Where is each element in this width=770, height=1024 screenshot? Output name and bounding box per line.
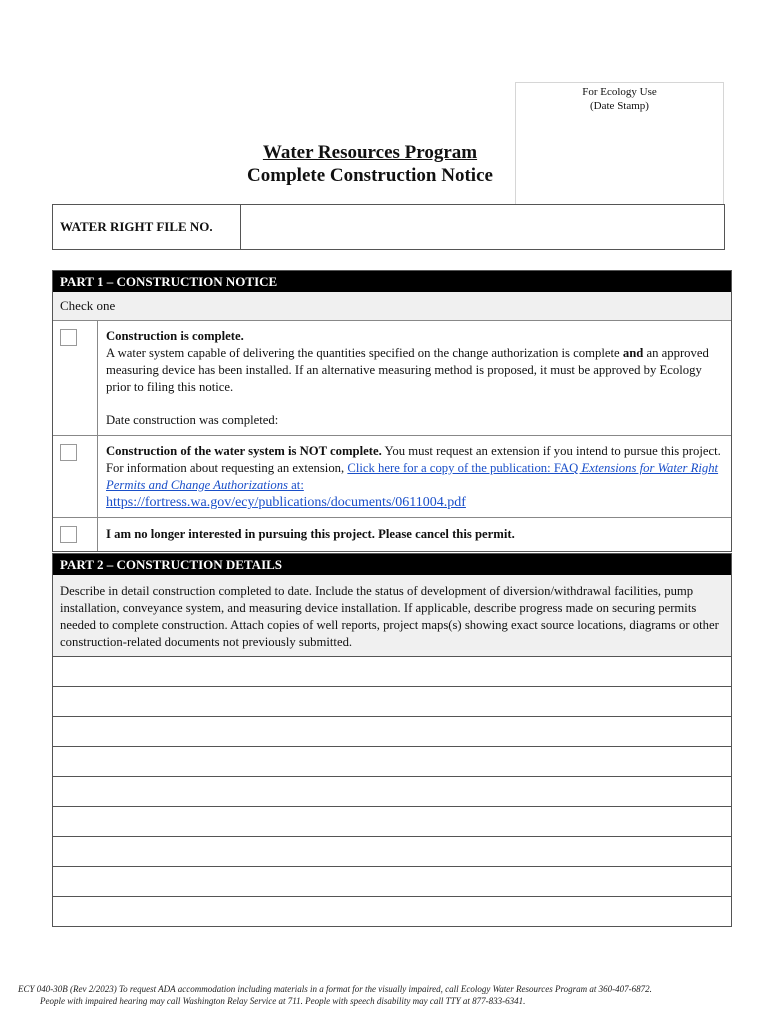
option-complete-title: Construction is complete.	[106, 329, 244, 343]
details-line[interactable]	[53, 717, 731, 747]
details-line[interactable]	[53, 777, 731, 807]
details-line[interactable]	[53, 747, 731, 777]
part1-heading: PART 1 – CONSTRUCTION NOTICE	[53, 271, 731, 292]
notice-title: Complete Construction Notice	[247, 165, 493, 186]
footer-line-1: ECY 040-30B (Rev 2/2023) To request ADA accommodation including materials in a format for the visually impaired, call Ecology Water Resources Program at 360-407-6872.	[18, 984, 652, 994]
water-right-file-label: WATER RIGHT FILE NO.	[53, 205, 241, 249]
option-cancel-title: I am no longer interested in pursuing this project. Please cancel this permit.	[106, 527, 515, 541]
stamp-sublabel: (Date Stamp)	[590, 100, 649, 112]
publication-url-link[interactable]: https://fortress.wa.gov/ecy/publications/documents/0611004.pdf	[106, 495, 466, 510]
faq-publication-link[interactable]: Click here for a copy of the publication: FAQ Extensions for Water Right Permits and Change Authorizations at:	[106, 461, 719, 492]
part2-section	[52, 553, 732, 927]
option-complete	[53, 321, 731, 436]
option-complete-body-cont: an approved measuring device has been installed. If an alternative measuring method is proposed, it must be approved by Ecology prior to filing this notice.	[106, 346, 709, 394]
water-right-file-row	[52, 204, 725, 250]
option-not-complete	[53, 436, 731, 518]
date-completed-label: Date construction was completed:	[106, 413, 279, 427]
ecology-date-stamp-box	[515, 82, 724, 204]
program-title: Water Resources Program	[262, 142, 478, 163]
cancel-checkbox[interactable]	[60, 526, 77, 543]
option-not-complete-title: Construction of the water system is NOT complete.	[106, 444, 382, 458]
option-complete-body: A water system capable of delivering the quantities specified on the change authorization is complete	[106, 346, 623, 360]
details-line[interactable]	[53, 807, 731, 837]
part2-heading: PART 2 – CONSTRUCTION DETAILS	[53, 554, 731, 575]
details-line[interactable]	[53, 687, 731, 717]
option-cancel	[53, 518, 731, 551]
details-line[interactable]	[53, 657, 731, 687]
and-emphasis: and	[622, 346, 644, 360]
stamp-label: For Ecology Use	[582, 86, 657, 98]
part1-section	[52, 270, 732, 552]
form-title	[225, 141, 515, 187]
details-line[interactable]	[53, 897, 731, 926]
water-right-file-field[interactable]	[241, 205, 724, 249]
check-one-label: Check one	[53, 292, 731, 321]
not-complete-checkbox[interactable]	[60, 444, 77, 461]
form-footer	[18, 983, 758, 1007]
part2-instructions: Describe in detail construction completed to date. Include the status of development of diversion/withdrawal facilities, pump installation, conveyance system, and measuring device installation. If applicable, describe progress made on securing permits needed to complete construction. Attach copies of well reports, project maps(s) showing exact source locations, diagrams or other construction-related documents not previously submitted.	[53, 575, 731, 657]
option-not-complete-body: You must request an extension if you intend to pursue this project. For information about requesting an extension,	[106, 444, 721, 475]
details-line[interactable]	[53, 837, 731, 867]
details-line[interactable]	[53, 867, 731, 897]
footer-line-2: People with impaired hearing may call Washington Relay Service at 711. People with speech disability may call TTY at 877-833-6341.	[40, 996, 526, 1006]
complete-checkbox[interactable]	[60, 329, 77, 346]
